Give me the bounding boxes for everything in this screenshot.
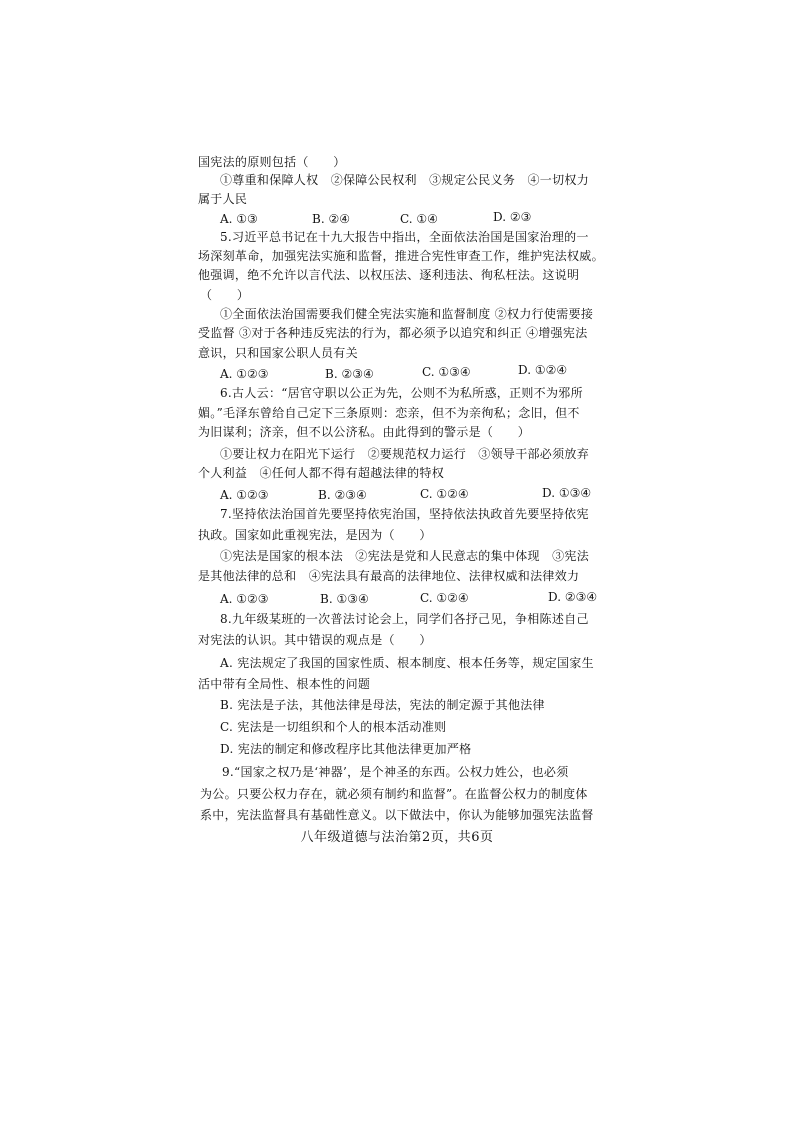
q8-option-d: D. 宪法的制定和修改程序比其他法律更加严格 <box>220 742 472 756</box>
q6-line3: 为旧谋利；济亲，但不以公济私。由此得到的警示是（ ） <box>198 425 531 439</box>
q4-items-line1: ①尊重和保障人权 ②保障公民权利 ③规定公民义务 ④一切权力 <box>220 173 590 187</box>
q8-option-c: C. 宪法是一切组织和个人的根本活动准则 <box>220 720 447 734</box>
q6-line2: 媚。”毛泽东曾给自己定下三条原则：恋亲，但不为亲徇私；念旧，但不 <box>198 406 580 420</box>
q7-line1: 7.坚持依法治国首先要坚持依宪治国，坚持依法执政首先要坚持依宪 <box>220 507 589 521</box>
q7-option-a: A. ①②③ <box>220 592 269 606</box>
q5-line2: 场深刻革命，加强宪法实施和监督，推进合宪性审查工作，维护宪法权威。 <box>198 249 604 263</box>
q6-items-line2: 个人利益 ④任何人都不得有超越法律的特权 <box>198 466 445 480</box>
q6-line1: 6.古人云：“居官守职以公正为先，公则不为私所惑，正则不为邪所 <box>220 386 583 400</box>
q9-line1: 9.“国家之权乃是‘神器’，是个神圣的东西。公权力姓公，也必须 <box>222 765 569 779</box>
q5-option-c: C. ①③④ <box>422 365 471 379</box>
q4-option-b: B. ②④ <box>312 212 350 226</box>
q8-option-a-line2: 活中带有全局性、根本性的问题 <box>198 677 371 691</box>
q5-option-d: D. ①②④ <box>518 363 568 377</box>
q4-items-line2: 属于人民 <box>198 192 248 206</box>
q7-line2: 执政。国家如此重视宪法，是因为（ ） <box>198 528 432 542</box>
q7-items-line2: 是其他法律的总和 ④宪法具有最高的法律地位、法律权威和法律效力 <box>198 569 580 583</box>
q8-line2: 对宪法的认识。其中错误的观点是（ ） <box>198 633 432 647</box>
q5-items-line3: 意识，只和国家公职人员有关 <box>198 346 358 360</box>
q4-option-d: D. ②③ <box>493 210 532 224</box>
q7-option-c: C. ①②④ <box>420 591 469 605</box>
q5-line4: （ ） <box>200 288 250 302</box>
q5-items-line2: 受监督 ③对于各种违反宪法的行为，都必须予以追究和纠正 ④增强宪法 <box>198 326 588 340</box>
q5-items-line1: ①全面依法治国需要我们健全宪法实施和监督制度 ②权力行使需要接 <box>220 307 594 321</box>
q4-option-a: A. ①③ <box>220 212 258 226</box>
q7-option-d: D. ②③④ <box>548 590 598 604</box>
q6-option-d: D. ①③④ <box>542 486 592 500</box>
q8-option-b: B. 宪法是子法，其他法律是母法，宪法的制定源于其他法律 <box>220 698 545 712</box>
q8-option-a-line1: A. 宪法规定了我国的国家性质、根本制度、根本任务等，规定国家生 <box>220 656 594 670</box>
q6-option-c: C. ①②④ <box>420 487 469 501</box>
q9-line3: 系中，宪法监督具有基础性意义。以下做法中，你认为能够加强宪法监督 <box>200 808 594 822</box>
q5-option-b: B. ②③④ <box>325 367 374 381</box>
q6-items-line1: ①要让权力在阳光下运行 ②要规范权力运行 ③领导干部必须放弃 <box>220 447 590 461</box>
q7-items-line1: ①宪法是国家的根本法 ②宪法是党和人民意志的集中体现 ③宪法 <box>220 549 590 563</box>
q5-line3: 他强调，绝不允许以言代法、以权压法、逐利违法、徇私枉法。这说明 <box>198 268 580 282</box>
q4-stem: 国宪法的原则包括（ ） <box>198 155 346 169</box>
q6-option-b: B. ②③④ <box>318 488 367 502</box>
q9-line2: 为公。只要公权力存在，就必须有制约和监督”。在监督公权力的制度体 <box>200 787 588 801</box>
q7-option-b: B. ①③④ <box>320 592 369 606</box>
q8-line1: 8.九年级某班的一次普法讨论会上，同学们各抒己见，争相陈述自己 <box>220 612 589 626</box>
q5-line1: 5.习近平总书记在十九大报告中指出，全面依法治国是国家治理的一 <box>220 230 589 244</box>
q4-option-c: C. ①④ <box>400 212 438 226</box>
q5-option-a: A. ①②③ <box>220 367 269 381</box>
q6-option-a: A. ①②③ <box>220 488 269 502</box>
page-footer: 八年级道德与法治第2页，共6页 <box>300 830 494 845</box>
